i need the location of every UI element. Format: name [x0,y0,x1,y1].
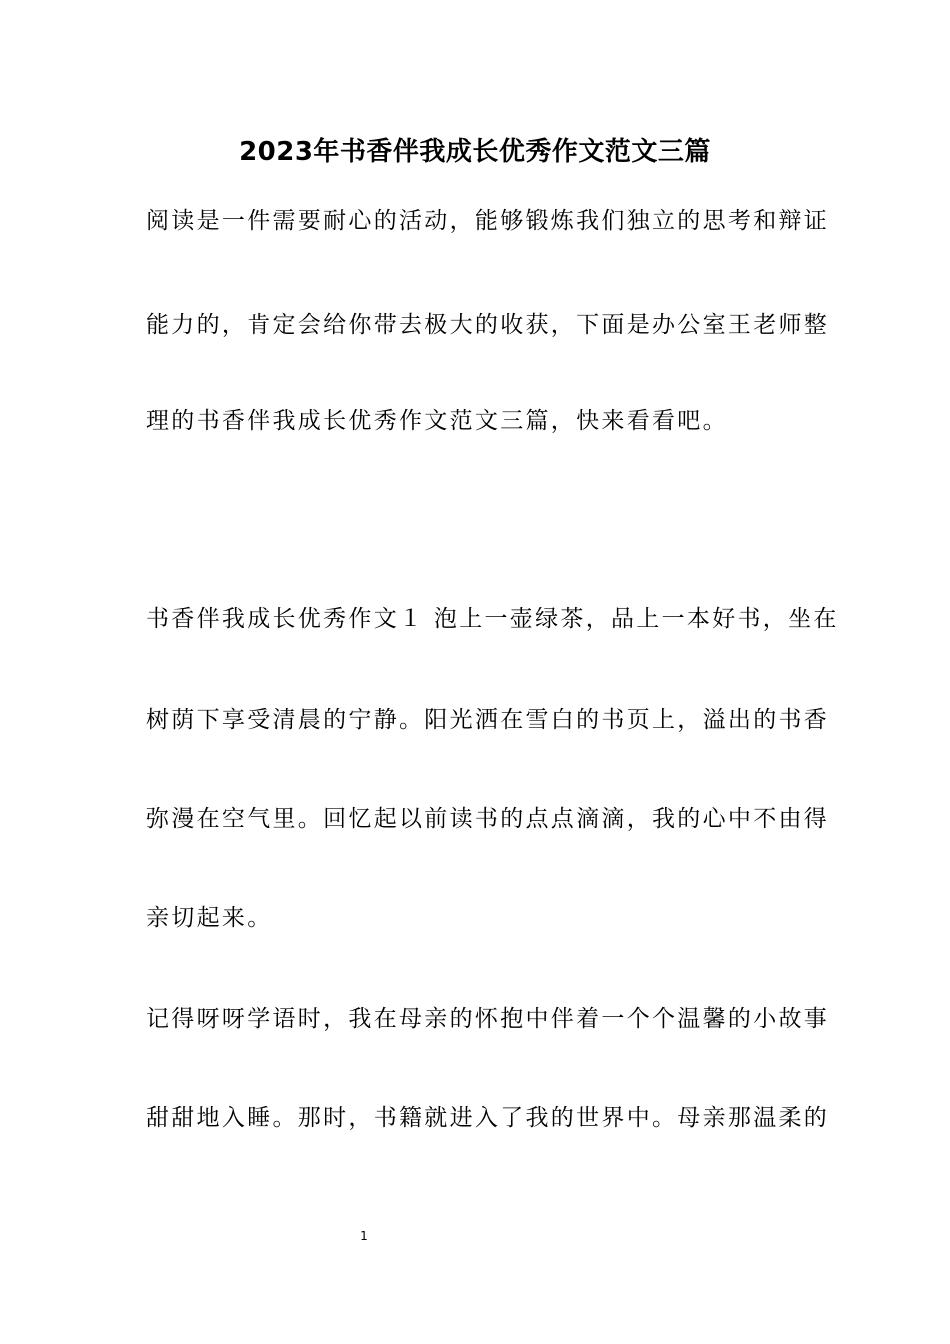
intro-line-2: 能力的，肯定会给你带去极大的收获，下面是办公室王老师整 [146,312,830,338]
page-number: 1 [360,1229,368,1243]
essay1-line-4: 亲切起来。 [146,905,273,931]
essay1-line-2: 树荫下享受清晨的宁静。阳光洒在雪白的书页上，溢出的书香 [146,707,830,733]
essay1-para2-line-2: 甜甜地入睡。那时，书籍就进入了我的世界中。母亲那温柔的 [146,1105,830,1131]
essay1-line-3: 弥漫在空气里。回忆起以前读书的点点滴滴，我的心中不由得 [146,806,830,832]
essay1-line-1: 书香伴我成长优秀作文１ 泡上一壶绿茶，品上一本好书，坐在 [146,606,839,632]
essay1-para2-line-1: 记得呀呀学语时，我在母亲的怀抱中伴着一个个温馨的小故事 [146,1006,830,1032]
intro-line-3: 理的书香伴我成长优秀作文范文三篇，快来看看吧。 [146,408,728,434]
intro-line-1: 阅读是一件需要耐心的活动，能够锻炼我们独立的思考和辩证 [146,208,830,234]
document-title: 2023年书香伴我成长优秀作文范文三篇 [239,137,711,167]
